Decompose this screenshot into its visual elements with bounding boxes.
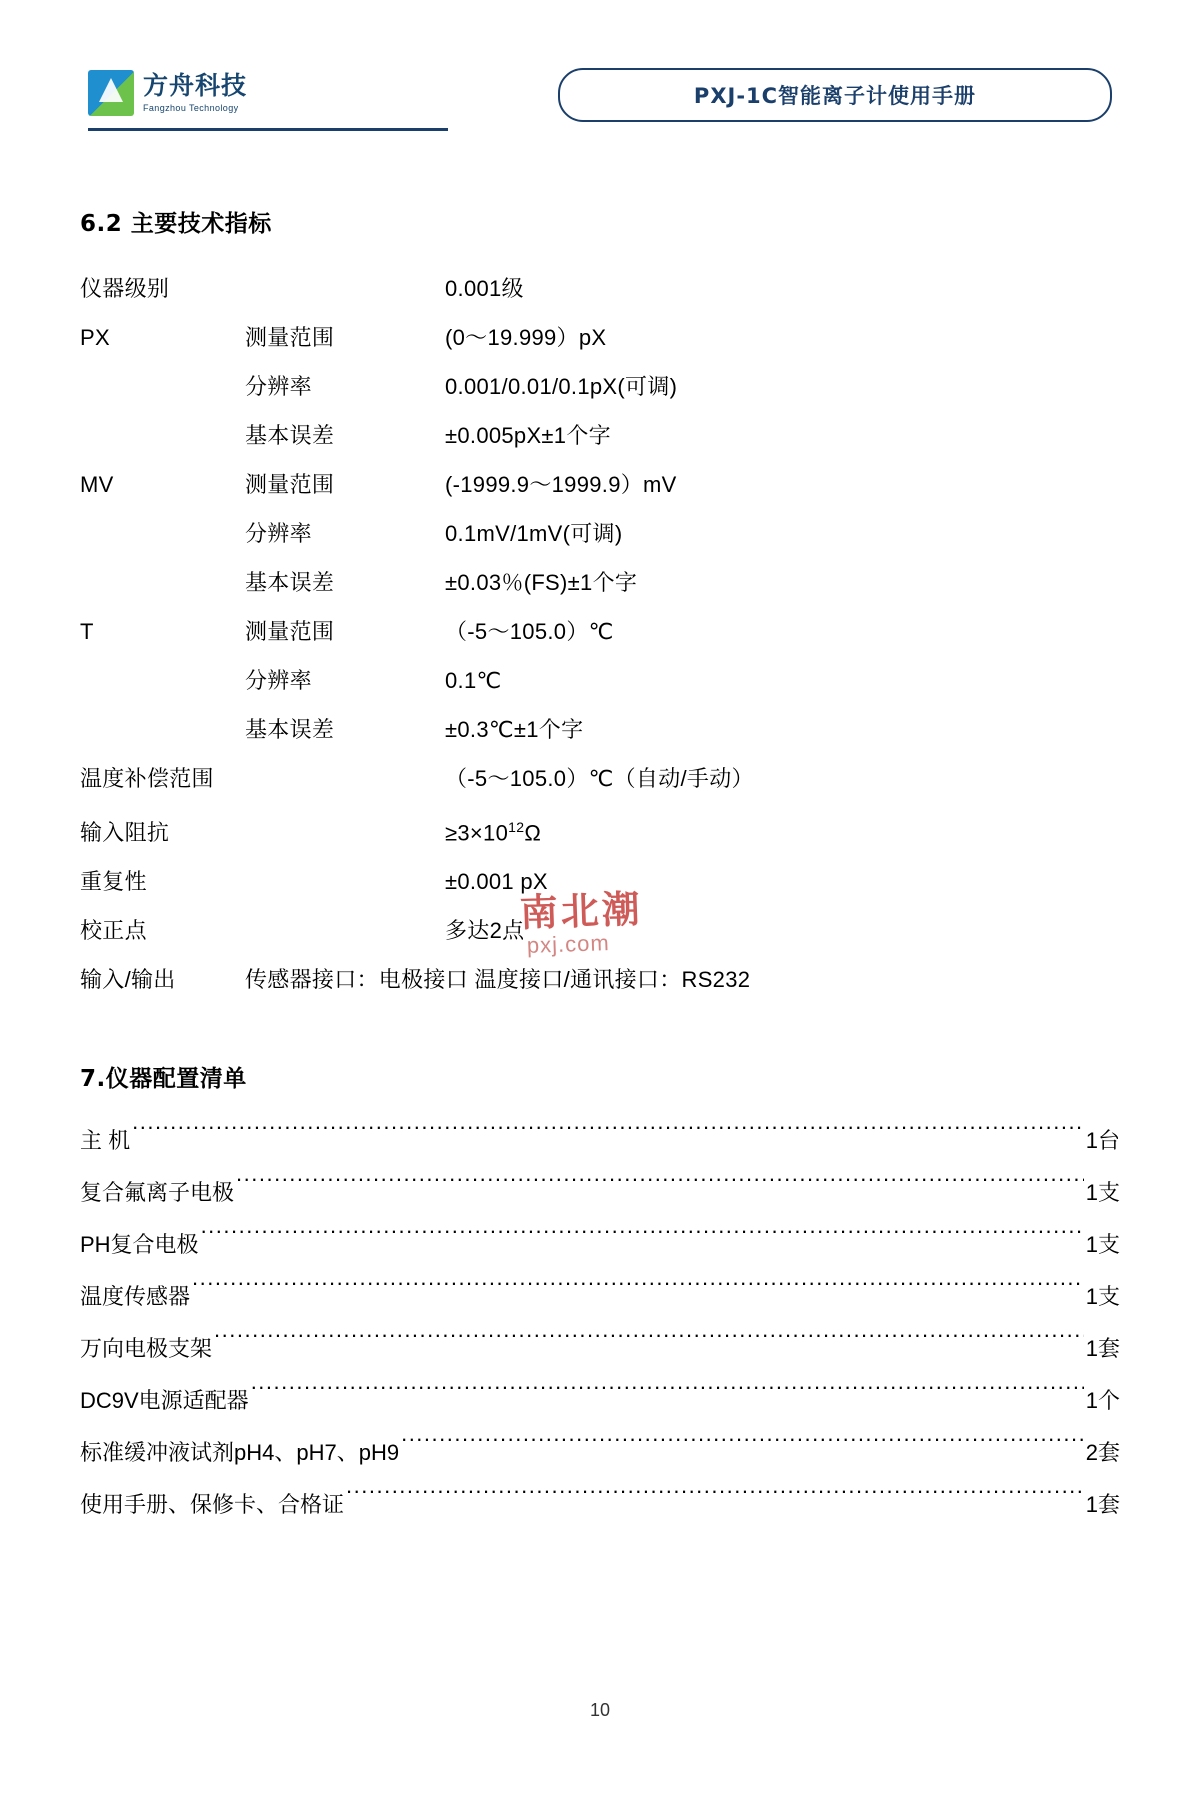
impedance-exponent: 12 <box>508 819 525 835</box>
header-divider-rule <box>88 128 448 131</box>
spec-sublabel: 基本误差 <box>245 570 335 595</box>
spec-label: 输入阻抗 <box>80 820 170 846</box>
spec-label: MV <box>80 472 114 497</box>
list-item <box>80 1323 1120 1375</box>
impedance-base: ≥3×10 <box>445 820 509 846</box>
page-content <box>80 205 1120 1531</box>
section-title-specs: 6.2 主要技术指标 <box>80 211 272 237</box>
spec-value: 传感器接口：电极接口 温度接口/通讯接口：RS232 <box>245 967 751 993</box>
spec-value: （-5～105.0）℃ <box>445 619 614 644</box>
dot-leader <box>401 1438 1084 1460</box>
page-number: 10 <box>589 1700 611 1720</box>
spec-value: ±0.3℃±1个字 <box>445 717 584 742</box>
section-title-config: 7.仪器配置清单 <box>80 1066 247 1093</box>
spec-sublabel: 分辨率 <box>245 521 312 546</box>
list-item <box>80 1427 1120 1479</box>
list-item-name: 标准缓冲液试剂pH4、pH7、pH9 <box>80 1440 400 1466</box>
spec-row <box>80 313 1120 362</box>
spec-row <box>80 558 1120 607</box>
spec-sublabel: 测量范围 <box>245 472 335 497</box>
section-config-list <box>80 1060 1120 1531</box>
impedance-unit: Ω <box>524 820 542 846</box>
list-item-qty: 1台 <box>1085 1128 1120 1154</box>
spec-sublabel: 基本误差 <box>245 717 335 742</box>
spec-value: 0.001/0.01/0.1pX(可调) <box>445 374 678 399</box>
header-title-banner <box>558 68 1112 122</box>
dot-leader <box>192 1282 1084 1304</box>
spec-row <box>80 607 1120 656</box>
spec-label: T <box>80 619 94 644</box>
spec-value: （-5～105.0）℃（自动/手动） <box>445 766 754 791</box>
list-item-name: DC9V电源适配器 <box>80 1388 249 1414</box>
watermark-text-url: pxj.com <box>526 930 611 958</box>
spec-value: ±0.001 pX <box>445 869 548 895</box>
watermark-text-cn: 南北潮 <box>519 886 644 936</box>
spec-value <box>445 803 1120 857</box>
list-item-name: 主 机 <box>80 1128 131 1154</box>
spec-label: 仪器级别 <box>80 276 170 301</box>
spec-label: PX <box>80 325 110 350</box>
list-item-qty: 1套 <box>1085 1492 1120 1518</box>
dot-leader <box>346 1490 1084 1512</box>
spec-table <box>80 264 1120 1004</box>
spec-value: ±0.005pX±1个字 <box>445 423 611 448</box>
dot-leader <box>214 1334 1084 1356</box>
dot-leader <box>236 1178 1084 1200</box>
list-item-name: 万向电极支架 <box>80 1336 213 1362</box>
dot-leader <box>201 1230 1084 1252</box>
manual-title: PXJ-1C智能离子计使用手册 <box>693 84 977 108</box>
list-item <box>80 1375 1120 1427</box>
list-item-name: 使用手册、保修卡、合格证 <box>80 1492 345 1518</box>
spec-row <box>80 509 1120 558</box>
spec-row <box>80 264 1120 313</box>
spec-label: 输入/输出 <box>80 967 176 993</box>
list-item <box>80 1271 1120 1323</box>
list-item-name: 温度传感器 <box>80 1284 191 1310</box>
list-item-qty: 2套 <box>1085 1440 1120 1466</box>
spec-label: 重复性 <box>80 869 147 895</box>
page-header <box>88 68 1112 138</box>
list-item-name: PH复合电极 <box>80 1232 199 1258</box>
logo-company-name-en: Fangzhou Technology <box>143 102 239 113</box>
list-item <box>80 1167 1120 1219</box>
logo-company-name-cn: 方舟科技 <box>143 71 248 101</box>
dot-leader <box>132 1126 1084 1148</box>
spec-row <box>80 906 1120 955</box>
spec-sublabel: 分辨率 <box>245 374 312 399</box>
spec-sublabel: 基本误差 <box>245 423 335 448</box>
spec-value: 多达2点 <box>445 918 525 944</box>
dot-leader <box>251 1386 1084 1408</box>
spec-row <box>80 656 1120 705</box>
logo-text-block <box>143 73 247 112</box>
list-item-qty: 1个 <box>1085 1388 1120 1414</box>
spec-row <box>80 754 1120 803</box>
spec-row <box>80 857 1120 906</box>
spec-value: (0～19.999）pX <box>445 325 607 350</box>
spec-value: (-1999.9～1999.9）mV <box>445 472 677 497</box>
company-logo <box>88 70 247 116</box>
fangzhou-logo-icon <box>88 70 134 116</box>
list-item-qty: 1支 <box>1085 1180 1120 1206</box>
spec-row <box>80 411 1120 460</box>
list-item-qty: 1套 <box>1085 1336 1120 1362</box>
list-item <box>80 1115 1120 1167</box>
spec-row <box>80 362 1120 411</box>
spec-row-io <box>80 955 1120 1004</box>
list-item <box>80 1219 1120 1271</box>
list-item <box>80 1479 1120 1531</box>
spec-label: 温度补偿范围 <box>80 766 214 791</box>
spec-value: 0.1mV/1mV(可调) <box>445 521 623 546</box>
spec-value: 0.001级 <box>445 276 524 301</box>
spec-label: 校正点 <box>80 918 147 944</box>
spec-sublabel: 分辨率 <box>245 668 312 693</box>
spec-row <box>80 460 1120 509</box>
spec-row <box>80 705 1120 754</box>
spec-value: 0.1℃ <box>445 668 502 693</box>
spec-value: ±0.03％(FS)±1个字 <box>445 570 638 595</box>
list-item-qty: 1支 <box>1085 1232 1120 1258</box>
list-item-qty: 1支 <box>1085 1284 1120 1310</box>
spec-sublabel: 测量范围 <box>245 325 335 350</box>
spec-row <box>80 803 1120 857</box>
list-item-name: 复合氟离子电极 <box>80 1180 235 1206</box>
spec-sublabel: 测量范围 <box>245 619 335 644</box>
